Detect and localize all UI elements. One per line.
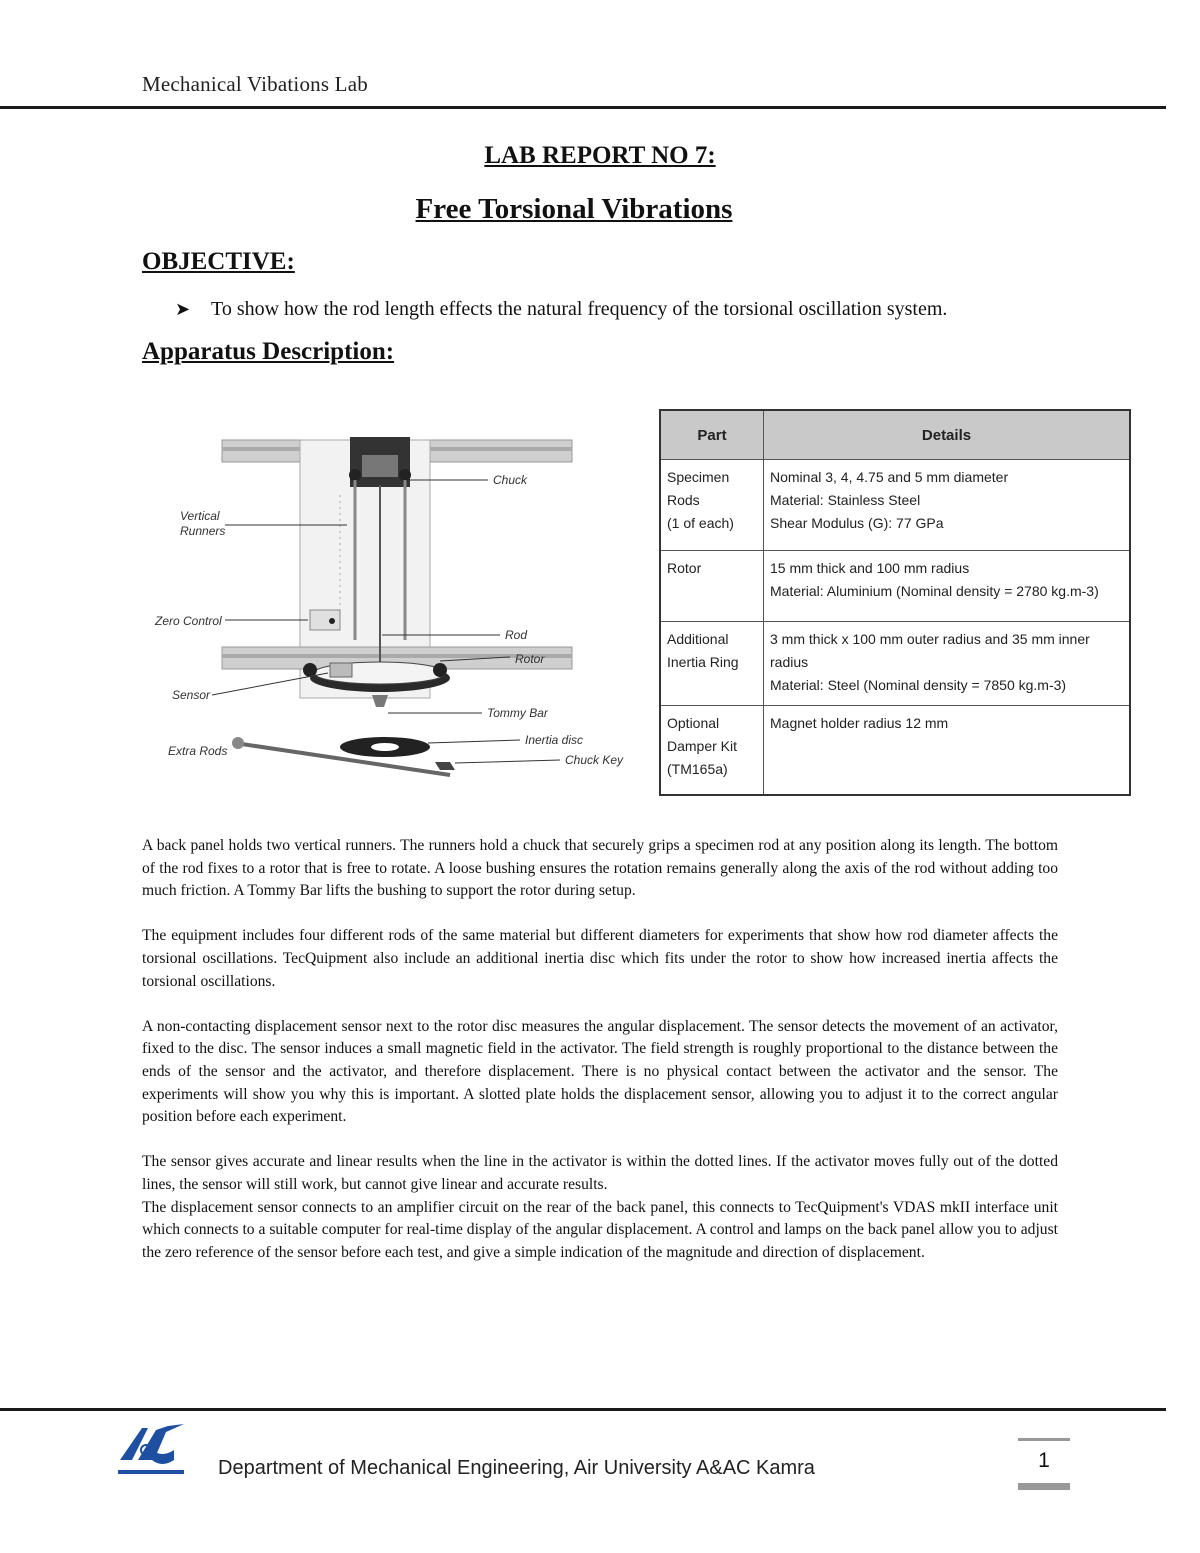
figure-label-chuck: Chuck [493,473,528,487]
figure-label-sensor: Sensor [172,688,211,702]
figure-label-chuck-key: Chuck Key [565,753,624,767]
part-name: Rotor [667,560,702,576]
part-name: Additional [667,631,729,647]
page-title: Free Torsional Vibrations [415,193,733,225]
table-row [660,706,1130,796]
objective-heading: OBJECTIVE: [142,248,295,275]
part-detail: 3 mm thick x 100 mm outer radius and 35 mm inner radius [770,631,1090,670]
part-name: Optional [667,715,720,731]
part-detail: Material: Stainless Steel [770,492,921,508]
table-cell-details [764,460,1131,551]
chuck-key [435,762,455,770]
table-row [660,460,1130,551]
part-name: Specimen Rods [667,469,730,508]
page-number: 1 [1018,1438,1070,1490]
apparatus-illustration [150,425,630,785]
table-cell-part [660,551,764,622]
table-cell-details [764,551,1131,622]
part-name: (TM165a) [667,761,728,777]
part-detail: Material: Steel (Nominal density = 7850 kg.m-3) [770,677,1067,693]
figure-label-vertical-runners: Runners [180,524,226,538]
part-name: (1 of each) [667,515,734,531]
figure-label-rod: Rod [505,628,528,642]
figure-label-rotor: Rotor [515,652,545,666]
body-paragraph: The displacement sensor connects to an amplifier circuit on the rear of the back panel, this connects to TecQuipment's VDAS mkII interface unit which connects to a suitable computer for real-time display of the angular displacement. A control and lamps on the back panel allow you to adjust the zero reference of the sensor before each test, and give a simple indication of the magnitude and direction of displacement. [142,1198,1058,1261]
university-logo-icon [112,1420,190,1480]
figure-label-inertia-disc: Inertia disc [525,733,584,747]
body-paragraph: A back panel holds two vertical runners. The runners hold a chuck that securely grips a specimen rod at any position along its length. The bottom of the rod fixes to a rotor that is free to rotate. A loose bushing ensures the rotation remains generally along the axis of the rod without adding too much friction. A Tommy Bar lifts the bushing to support the rotor during setup. [142,837,1058,900]
part-detail: Magnet holder radius 12 mm [770,715,949,731]
arrow-bullet-icon: ➤ [175,299,191,319]
apparatus-heading: Apparatus Description: [142,338,395,365]
report-number: LAB REPORT NO 7: [484,142,716,169]
part-detail: Nominal 3, 4, 4.75 and 5 mm diameter [770,469,1009,485]
tommy-bar [372,695,388,707]
table-cell-part [660,706,764,796]
table-header-row [660,410,1130,460]
part-name: Damper Kit [667,738,738,754]
figure-label-vertical-runners: Vertical [180,509,220,523]
table-cell-part [660,622,764,706]
footer-divider [0,1408,1166,1411]
table-cell-part [660,460,764,551]
apparatus-diagram [150,425,630,785]
body-text [142,835,1058,1264]
sensor [330,663,352,677]
table-header-details: Details [764,410,1131,460]
body-paragraph: The sensor gives accurate and linear results when the line in the activator is within the dotted lines. If the activator moves fully out of the dotted lines, the sensor will still work, but cannot give linear and accurate results. [142,1153,1058,1193]
footer-department: Department of Mechanical Engineering, Air University A&AC Kamra [218,1457,815,1479]
parts-table [659,409,1131,796]
body-paragraph: A non-contacting displacement sensor next to the rotor disc measures the angular displacement. The sensor detects the movement of an activator, fixed to the disc. The sensor induces a small magnetic field in the activator. The field strength is roughly proportional to the distance between the ends of the sensor and the activator, and therefore displacement. There is no physical contact between the activator and the sensor. The experiments will show you why this is important. A slotted plate holds the displacement sensor, allowing you to adjust it to the correct angular position before each experiment. [142,1017,1058,1126]
table-row [660,622,1130,706]
header-divider [0,106,1166,109]
figure-label-tommy-bar: Tommy Bar [487,706,548,720]
running-header: Mechanical Vibations Lab [142,72,368,96]
body-paragraph: The equipment includes four different rods of the same material but different diameters for experiments that show how rod diameter affects the torsional oscillations. TecQuipment also include an additional inertia disc which fits under the rotor to show how increased inertia affects the torsional oscillations. [142,927,1058,990]
objective-item [175,298,947,321]
figure-label-zero-control: Zero Control [155,614,222,628]
part-name: Inertia Ring [667,654,739,670]
zero-control-box [310,610,340,630]
table-cell-details [764,706,1131,796]
table-row [660,551,1130,622]
table-cell-details [764,622,1131,706]
part-detail: Material: Aluminium (Nominal density = 2780 kg.m-3) [770,583,1099,599]
part-detail: Shear Modulus (G): 77 GPa [770,515,944,531]
table-header-part: Part [660,410,764,460]
figure-label-extra-rods: Extra Rods [168,744,228,758]
part-detail: 15 mm thick and 100 mm radius [770,560,970,576]
objective-text: To show how the rod length effects the natural frequency of the torsional oscillation system. [211,298,948,320]
